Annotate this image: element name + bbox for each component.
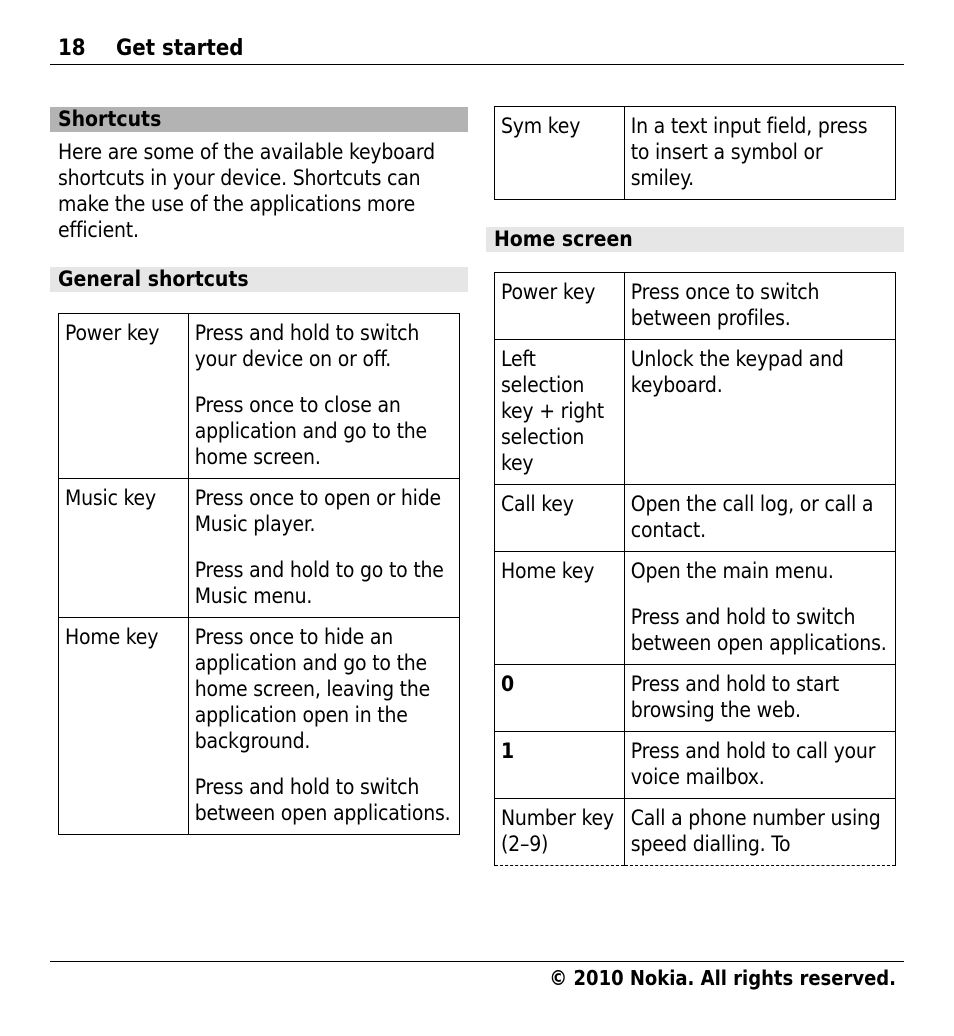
key-cell: Sym key [495,107,625,200]
table-row [495,340,896,485]
description-cell [624,665,895,732]
description-text: Call a phone number using speed dialling. To [630,806,881,856]
description-text: Open the call log, or call a contact. [630,492,874,542]
description-cell [188,314,459,479]
table-row [59,618,460,835]
key-cell: 0 [495,665,625,732]
description-text: Press once to open or hide Music player. [194,486,441,536]
description-text: Unlock the keypad and keyboard. [630,347,844,397]
table-row [59,314,460,479]
description-cell: In a text input field, press to insert a symbol or smiley. [624,107,895,200]
key-cell: Power key [495,273,625,340]
page-footer [50,961,904,990]
general-shortcuts-heading: General shortcuts [50,267,468,292]
description-cell [188,618,459,835]
description-text: Press and hold to go to the Music menu. [194,558,444,608]
description-text: Press and hold to call your voice mailbox. [630,739,876,789]
description-text: Press once to close an application and go to the home screen. [194,393,427,469]
key-cell: Call key [495,485,625,552]
description-text: Open the main menu. [630,559,834,583]
copyright-notice: © 2010 Nokia. All rights reserved. [549,966,896,990]
description-text: Press and hold to switch your device on or off. [194,321,420,371]
key-cell: Power key [59,314,189,479]
description-cell [624,340,895,485]
table-row [495,485,896,552]
description-cell [624,485,895,552]
key-cell: 1 [495,732,625,799]
key-cell: Home key [495,552,625,665]
description-cell [624,799,895,866]
table-row [495,799,896,866]
general-shortcuts-table [58,313,460,835]
page-number: 18 [58,36,86,61]
chapter-title: Get started [116,36,244,61]
table-row [59,479,460,618]
home-screen-table [494,272,896,866]
description-cell [624,552,895,665]
description-text: Press once to switch between profiles. [630,280,820,330]
intro-paragraph: Here are some of the available keyboard shortcuts in your device. Shortcuts can make the use of the applications more efficient. [58,140,435,242]
key-cell: Home key [59,618,189,835]
table-row [495,665,896,732]
key-cell: Number key (2–9) [495,799,625,866]
table-row [495,107,896,200]
description-cell [624,732,895,799]
description-text: Press once to hide an application and go to the home screen, leaving the application open in the background. [194,625,431,753]
description-text: Press and hold to switch between open applications. [630,605,887,655]
page-header [50,36,904,65]
table-row [495,552,896,665]
description-cell [624,273,895,340]
shortcuts-heading: Shortcuts [50,107,468,132]
key-cell: Music key [59,479,189,618]
key-cell: Left selection key + right selection key [495,340,625,485]
table-row [495,273,896,340]
sym-key-table [494,106,896,200]
description-text: Press and hold to switch between open applications. [194,775,451,825]
description-text: Press and hold to start browsing the web. [630,672,840,722]
description-cell [188,479,459,618]
table-row [495,732,896,799]
home-screen-heading: Home screen [486,227,904,252]
